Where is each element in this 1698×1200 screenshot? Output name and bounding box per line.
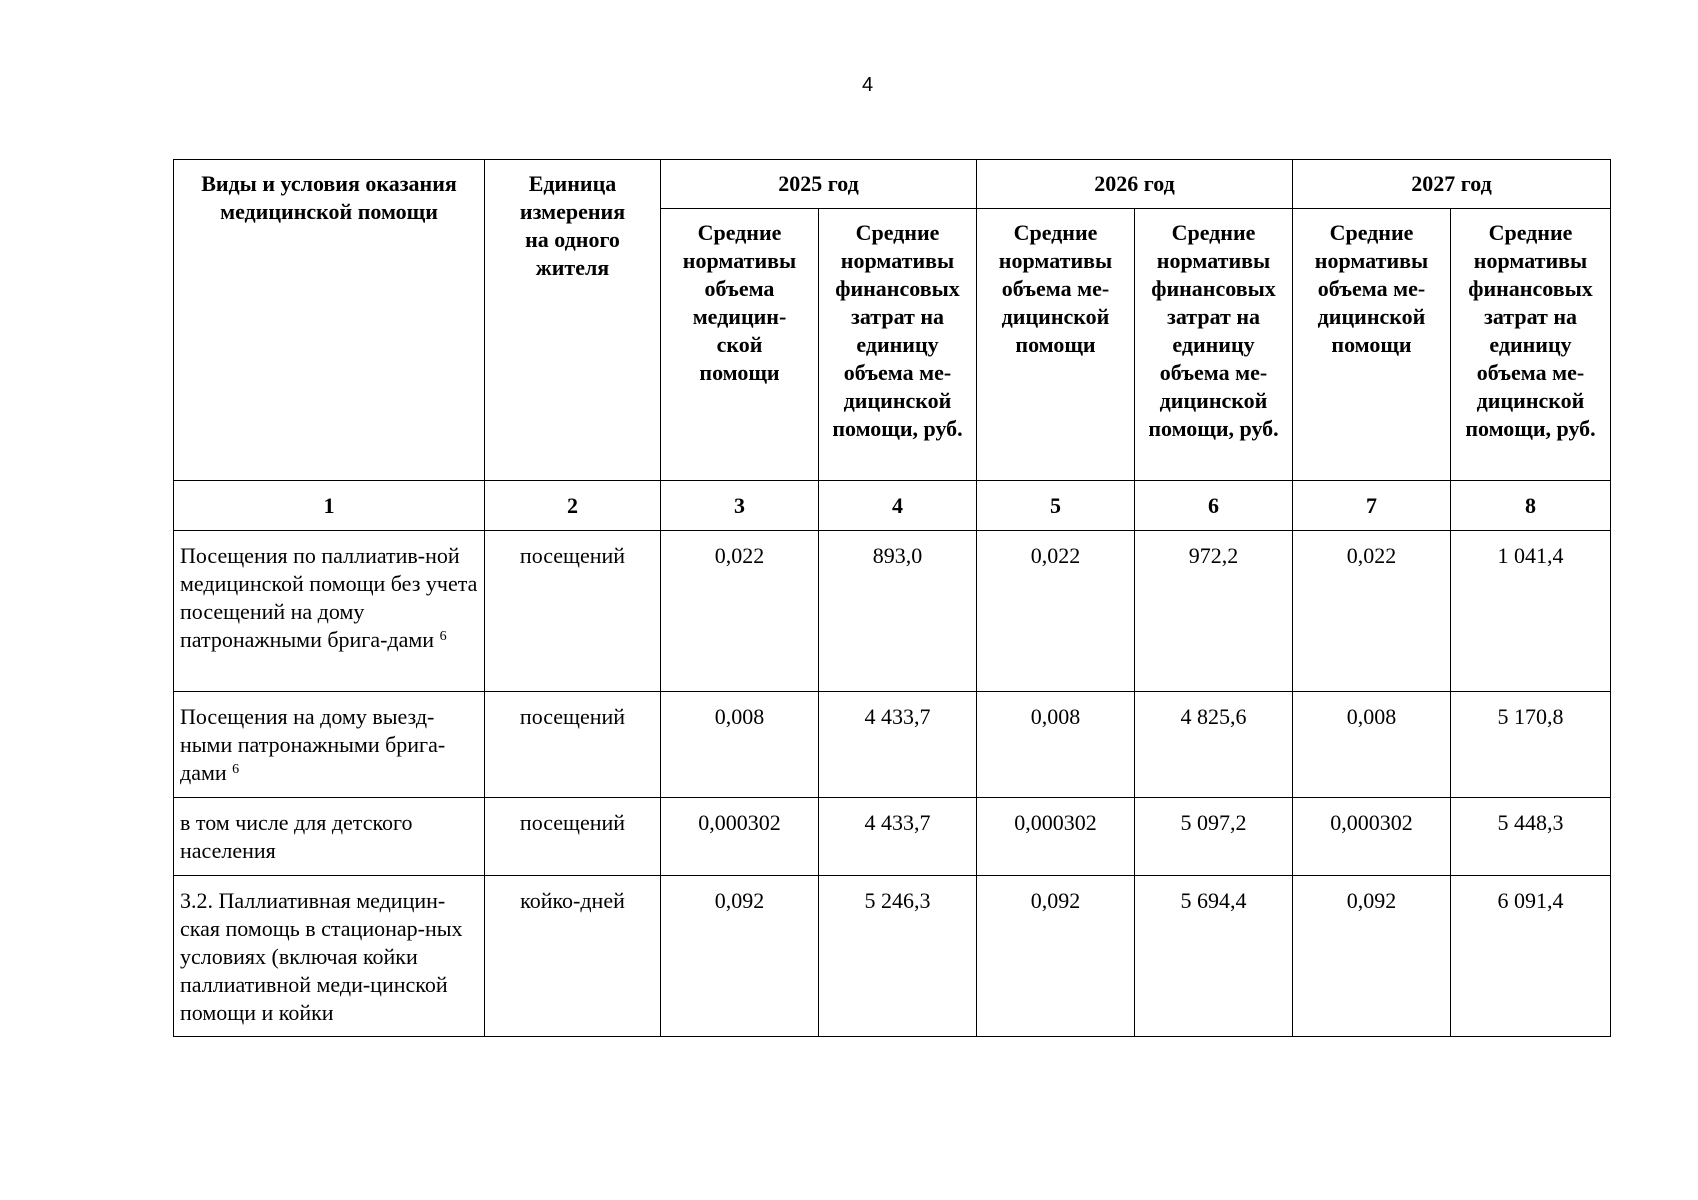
volume-2025: 0,022 xyxy=(661,531,819,692)
header-year-2027: 2027 год xyxy=(1293,160,1611,209)
volume-2027: 0,008 xyxy=(1293,692,1451,798)
volume-2026: 0,008 xyxy=(977,692,1135,798)
header-unit-label: Единица измерения на одного жителя xyxy=(519,171,626,280)
cost-2026: 5 097,2 xyxy=(1135,798,1293,876)
volume-2027: 0,000302 xyxy=(1293,798,1451,876)
cost-2025: 4 433,7 xyxy=(819,798,977,876)
volume-2027: 0,092 xyxy=(1293,876,1451,1037)
header-cost-2025-label: Средние нормативы финансовых затрат на единицу объема ме-дицинской помощи, руб. xyxy=(832,220,963,441)
header-kind-label: Виды и условия оказания медицинской помощи xyxy=(201,171,457,224)
table-row xyxy=(174,876,1611,1037)
header-volume-2027-label: Средние нормативы объема ме-дицинской помощи xyxy=(1314,220,1429,357)
footnote-mark: 6 xyxy=(439,629,447,644)
volume-2027: 0,022 xyxy=(1293,531,1451,692)
header-cost-2027-label: Средние нормативы финансовых затрат на единицу объема ме-дицинской помощи, руб. xyxy=(1465,220,1596,441)
table-row xyxy=(174,798,1611,876)
header-volume-2025-label: Средние нормативы объема медицин-ской помощи xyxy=(682,220,797,385)
column-number: 1 xyxy=(174,481,485,531)
cost-2027: 5 448,3 xyxy=(1451,798,1611,876)
row-name xyxy=(174,798,485,876)
header-kind xyxy=(174,160,485,481)
column-number: 8 xyxy=(1451,481,1611,531)
care-standards-table xyxy=(173,159,1611,1037)
header-volume-2025 xyxy=(661,209,819,481)
column-number: 7 xyxy=(1293,481,1451,531)
row-name xyxy=(174,692,485,798)
row-name xyxy=(174,876,485,1037)
table-row xyxy=(174,692,1611,798)
column-number-row xyxy=(174,481,1611,531)
header-year-2025: 2025 год xyxy=(661,160,977,209)
cost-2026: 4 825,6 xyxy=(1135,692,1293,798)
cost-2026: 972,2 xyxy=(1135,531,1293,692)
cost-2027: 6 091,4 xyxy=(1451,876,1611,1037)
cost-2026: 5 694,4 xyxy=(1135,876,1293,1037)
row-name-text: 3.2. Паллиативная медицин-ская помощь в стационар-ных условиях (включая койки паллиативной меди-цинской помощи и койки xyxy=(180,888,463,1025)
row-name-text: Посещения по паллиатив-ной медицинской помощи без учета посещений на дому патронажными брига-дами xyxy=(180,543,478,652)
row-unit: посещений xyxy=(485,692,661,798)
row-name-text: в том числе для детского населения xyxy=(180,810,413,863)
volume-2025: 0,092 xyxy=(661,876,819,1037)
row-name xyxy=(174,531,485,692)
row-unit: посещений xyxy=(485,531,661,692)
cost-2025: 893,0 xyxy=(819,531,977,692)
cost-2025: 5 246,3 xyxy=(819,876,977,1037)
volume-2026: 0,000302 xyxy=(977,798,1135,876)
row-unit: посещений xyxy=(485,798,661,876)
column-number: 2 xyxy=(485,481,661,531)
row-unit: койко-дней xyxy=(485,876,661,1037)
header-cost-2027 xyxy=(1451,209,1611,481)
header-volume-2027 xyxy=(1293,209,1451,481)
page-number: 4 xyxy=(861,74,874,96)
column-number: 4 xyxy=(819,481,977,531)
header-year-2026: 2026 год xyxy=(977,160,1293,209)
header-row-years xyxy=(174,160,1611,209)
column-number: 3 xyxy=(661,481,819,531)
cost-2025: 4 433,7 xyxy=(819,692,977,798)
volume-2025: 0,000302 xyxy=(661,798,819,876)
row-name-text: Посещения на дому выезд-ными патронажными брига-дами xyxy=(180,704,446,785)
column-number: 5 xyxy=(977,481,1135,531)
column-number: 6 xyxy=(1135,481,1293,531)
table-row xyxy=(174,531,1611,692)
volume-2026: 0,092 xyxy=(977,876,1135,1037)
header-volume-2026-label: Средние нормативы объема ме-дицинской помощи xyxy=(998,220,1113,357)
cost-2027: 5 170,8 xyxy=(1451,692,1611,798)
header-cost-2026 xyxy=(1135,209,1293,481)
header-cost-2026-label: Средние нормативы финансовых затрат на единицу объема ме-дицинской помощи, руб. xyxy=(1148,220,1279,441)
volume-2025: 0,008 xyxy=(661,692,819,798)
header-volume-2026 xyxy=(977,209,1135,481)
volume-2026: 0,022 xyxy=(977,531,1135,692)
header-unit xyxy=(485,160,661,481)
footnote-mark: 6 xyxy=(232,762,240,777)
cost-2027: 1 041,4 xyxy=(1451,531,1611,692)
header-cost-2025 xyxy=(819,209,977,481)
